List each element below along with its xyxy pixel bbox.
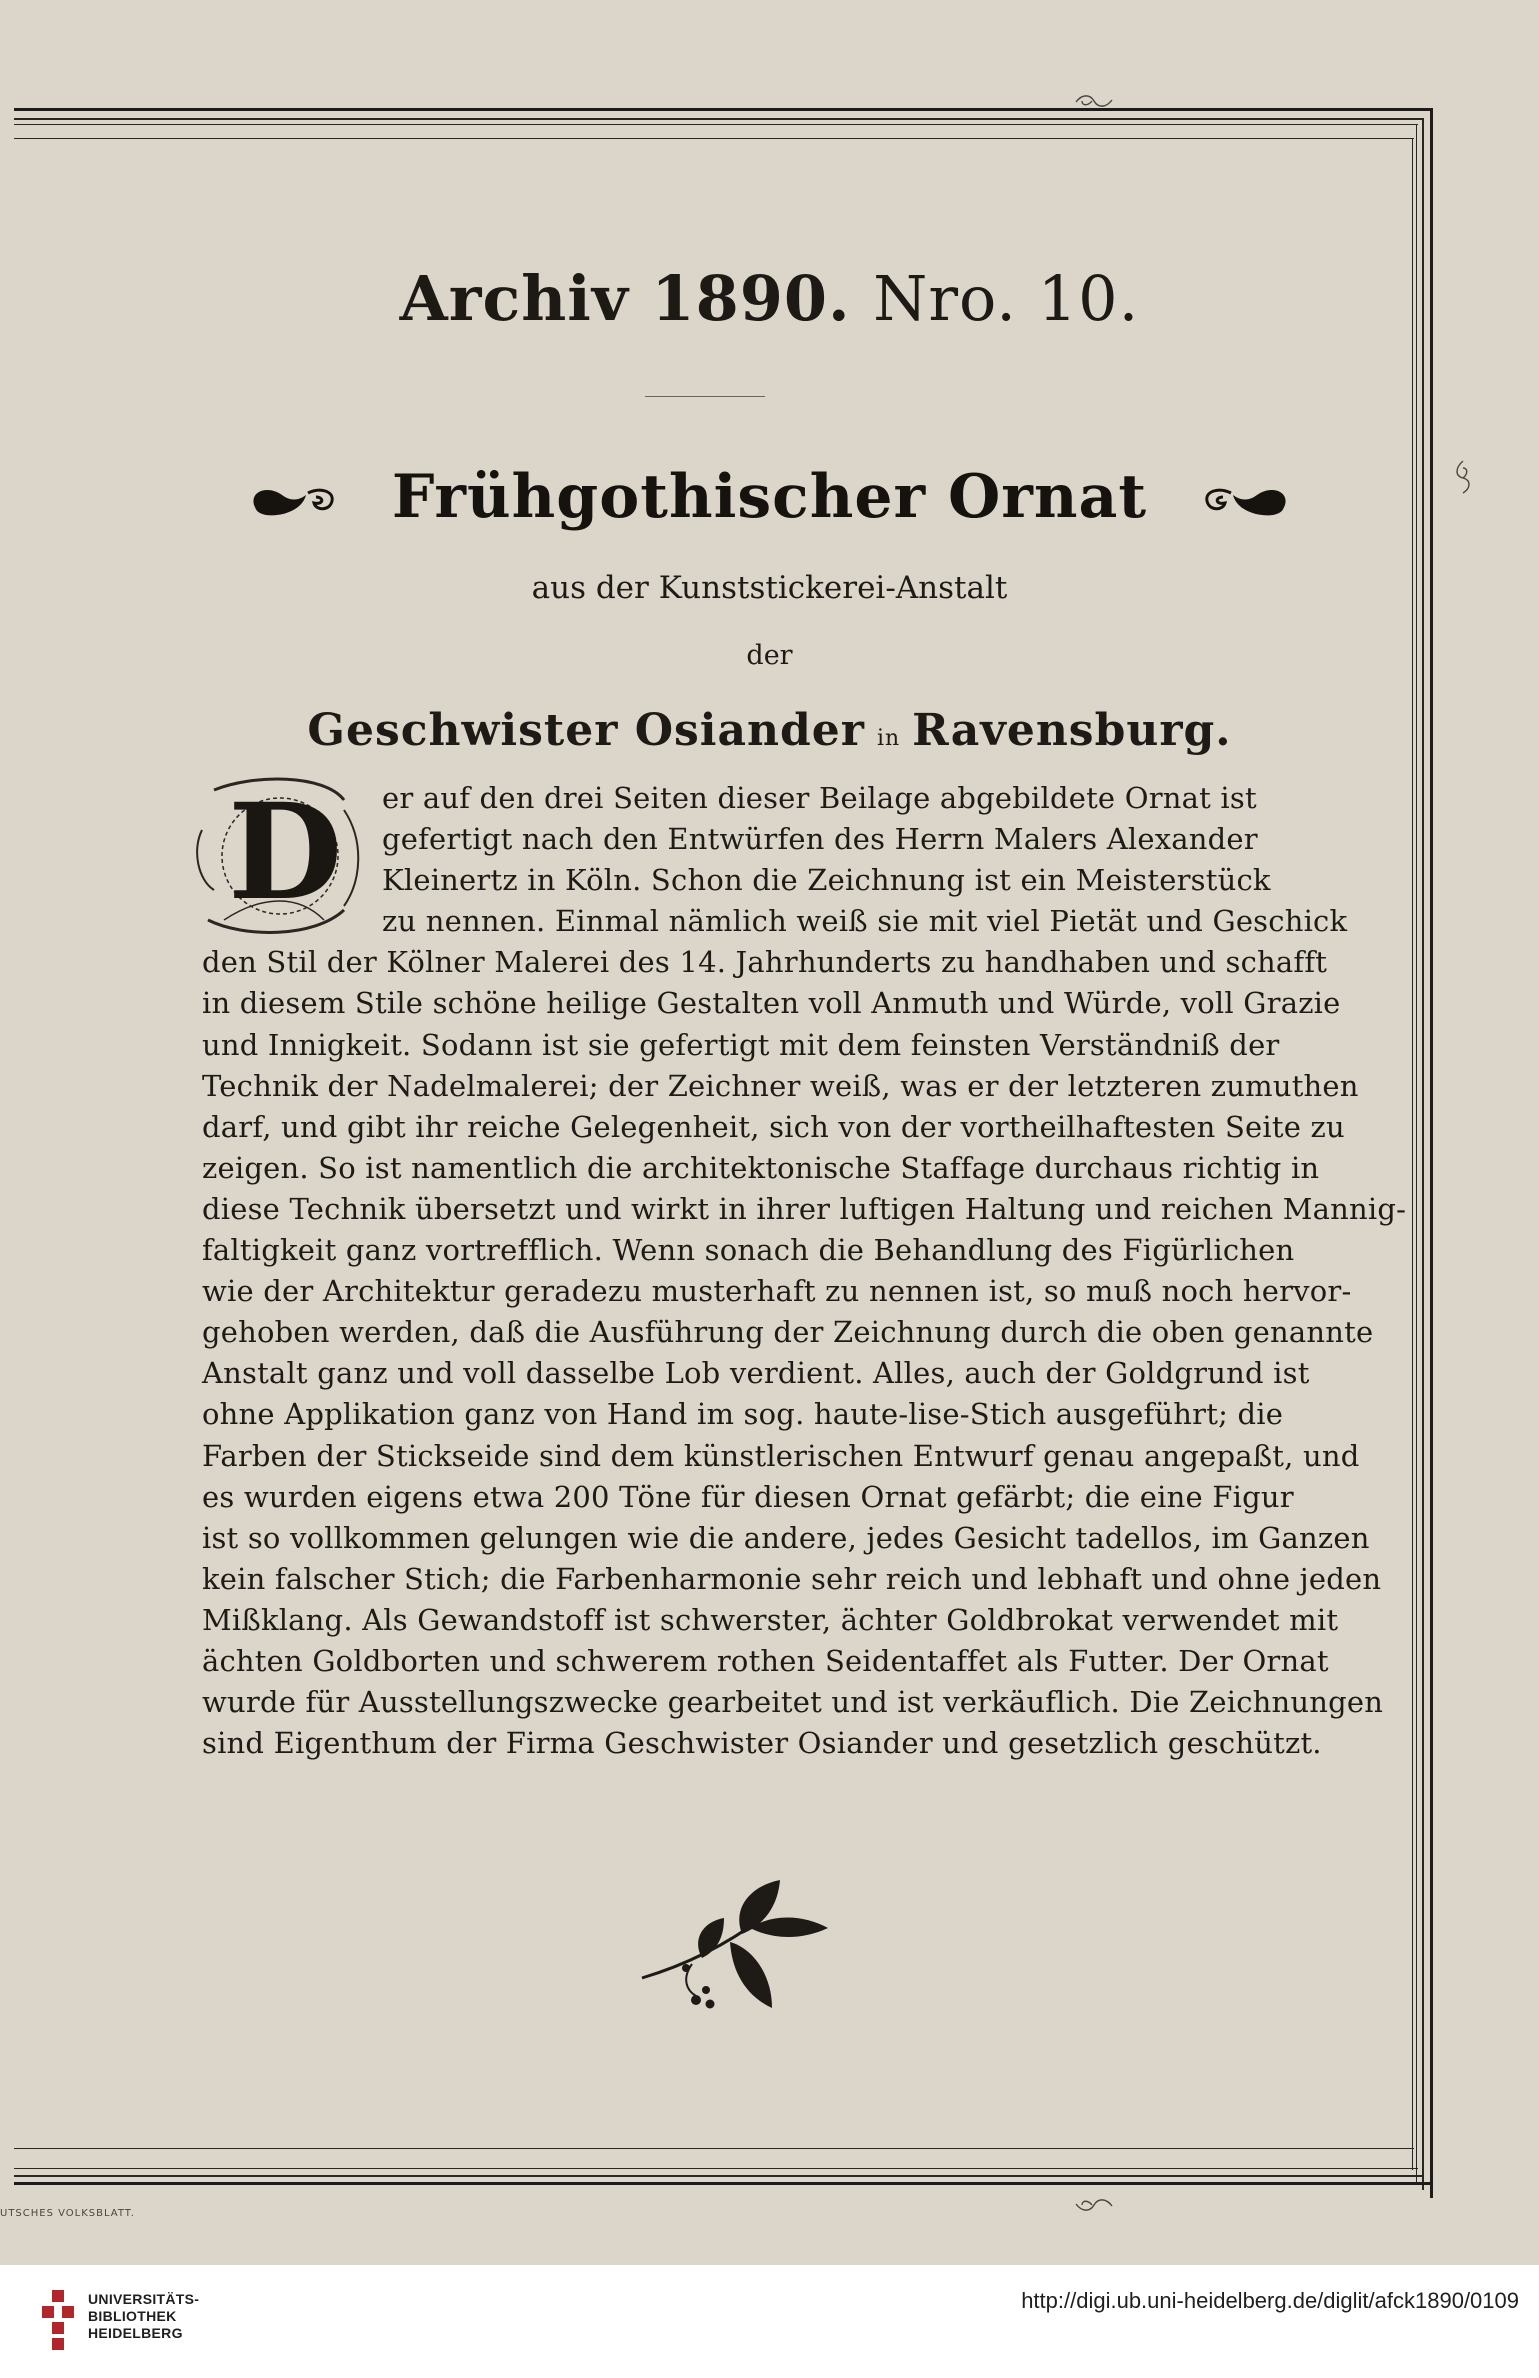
text-line: zu nennen. Einmal nämlich weiß sie mit viel Pietät und Geschick (382, 904, 1348, 939)
library-line-2: BIBLIOTHEK (88, 2308, 177, 2324)
article-body (202, 775, 1407, 1764)
text-line: gefertigt nach den Entwürfen des Herrn Malers Alexander (382, 822, 1258, 857)
text-line: faltigkeit ganz vortrefflich. Wenn sonach die Behandlung des Figürlichen (202, 1233, 1295, 1268)
library-logo-icon (38, 2290, 78, 2350)
text-line: gehoben werden, daß die Ausführung der Zeichnung durch die oben genannte (202, 1315, 1374, 1350)
library-line-3: HEIDELBERG (88, 2325, 183, 2341)
text-line: ohne Applikation ganz von Hand im sog. haute-lise-Stich ausgeführt; die (202, 1397, 1284, 1432)
drop-cap-letter: D (228, 775, 343, 930)
maker-city: Ravensburg. (912, 705, 1232, 756)
frame-right-inner2 (1412, 138, 1413, 2170)
ornament-left-icon (246, 481, 342, 523)
text-line: er auf den drei Seiten dieser Beilage abgebildete Ornat ist (382, 781, 1257, 815)
frame-bottom-inner (14, 2168, 1418, 2169)
frame-bottom-mid (14, 2175, 1424, 2177)
frame-top-mid (14, 118, 1424, 120)
frame-right-inner (1416, 124, 1417, 2184)
text-line: Mißklang. Als Gewandstoff ist schwerster, ächter Goldbrokat verwendet mit (202, 1602, 1339, 1637)
library-footer (0, 2265, 1539, 2378)
text-line: und Innigkeit. Sodann ist sie gefertigt mit dem feinsten Verständniß der (202, 1027, 1280, 1062)
title-divider (645, 396, 765, 397)
text-line: es wurden eigens etwa 200 Töne für diesen Ornat gefärbt; die eine Figur (202, 1479, 1294, 1514)
subtitle-text: Frühgothischer Ornat (391, 462, 1148, 532)
text-line: sind Eigenthum der Firma Geschwister Osiander und gesetzlich geschützt. (202, 1726, 1322, 1761)
text-line: Kleinertz in Köln. Schon die Zeichnung ist ein Meisterstück (382, 863, 1271, 898)
library-line-1: UNIVERSITÄTS- (88, 2291, 200, 2307)
text-line: wurde für Ausstellungszwecke gearbeitet und ist verkäuflich. Die Zeichnungen (202, 1685, 1384, 1720)
text-line: darf, und gibt ihr reiche Gelegenheit, sich von der vortheilhaftesten Seite zu (202, 1109, 1345, 1144)
text-line: diese Technik übersetzt und wirkt in ihrer luftigen Haltung und reichen Mannig- (202, 1191, 1407, 1226)
text-line: wie der Architektur geradezu musterhaft zu nennen ist, so muß noch hervor- (202, 1274, 1352, 1309)
flourish-top-icon (1072, 92, 1120, 110)
title-archive: Archiv 1890. (399, 262, 851, 335)
frame-top-inner (14, 124, 1418, 125)
text-line: ist so vollkommen gelungen wie die andere, jedes Gesicht tadellos, im Ganzen (202, 1520, 1370, 1555)
subtitle (0, 462, 1539, 532)
leaf-sprig-icon (632, 1878, 832, 2018)
from-line: aus der Kunststickerei-Anstalt (531, 570, 1008, 606)
der-line: der (746, 640, 793, 671)
page-title (0, 262, 1539, 335)
title-number: Nro. 10. (873, 262, 1140, 335)
text-line: kein falscher Stich; die Farbenharmonie sehr reich und lebhaft und ohne jeden (202, 1561, 1382, 1596)
ornament-right-icon (1197, 481, 1293, 523)
maker-line (0, 705, 1539, 756)
library-name (88, 2291, 199, 2342)
frame-bottom-inner2 (14, 2148, 1414, 2149)
text-line: Farben der Stickseide sind dem künstlerischen Entwurf genau angepaßt, und (202, 1438, 1360, 1473)
text-line: Technik der Nadelmalerei; der Zeichner weiß, was er der letzteren zumuthen (202, 1068, 1359, 1103)
frame-right-outer (1430, 108, 1433, 2198)
text-line: in diesem Stile schöne heilige Gestalten voll Anmuth und Würde, voll Grazie (202, 986, 1341, 1021)
frame-top-inner2 (14, 138, 1414, 139)
maker-in: in (876, 726, 901, 751)
text-line: den Stil der Kölner Malerei des 14. Jahrhunderts zu handhaben und schafft (202, 945, 1328, 980)
digital-url-link[interactable]: http://digi.ub.uni-heidelberg.de/diglit/afck1890/0109 (1021, 2288, 1519, 2313)
text-line: Anstalt ganz und voll dasselbe Lob verdient. Alles, auch der Goldgrund ist (202, 1356, 1310, 1391)
frame-bottom-outer (14, 2182, 1432, 2185)
frame-top-outer (14, 108, 1432, 111)
flourish-bottom-icon (1072, 2196, 1120, 2214)
text-line: ächten Goldborten und schwerem rothen Seidentaffet als Futter. Der Ornat (202, 1643, 1329, 1678)
maker-name: Geschwister Osiander (307, 705, 865, 756)
printer-mark: UTSCHES VOLKSBLATT. (0, 2208, 135, 2219)
text-line: zeigen. So ist namentlich die architektonische Staffage durchaus richtig in (202, 1150, 1320, 1185)
frame-right-mid (1422, 118, 1424, 2190)
